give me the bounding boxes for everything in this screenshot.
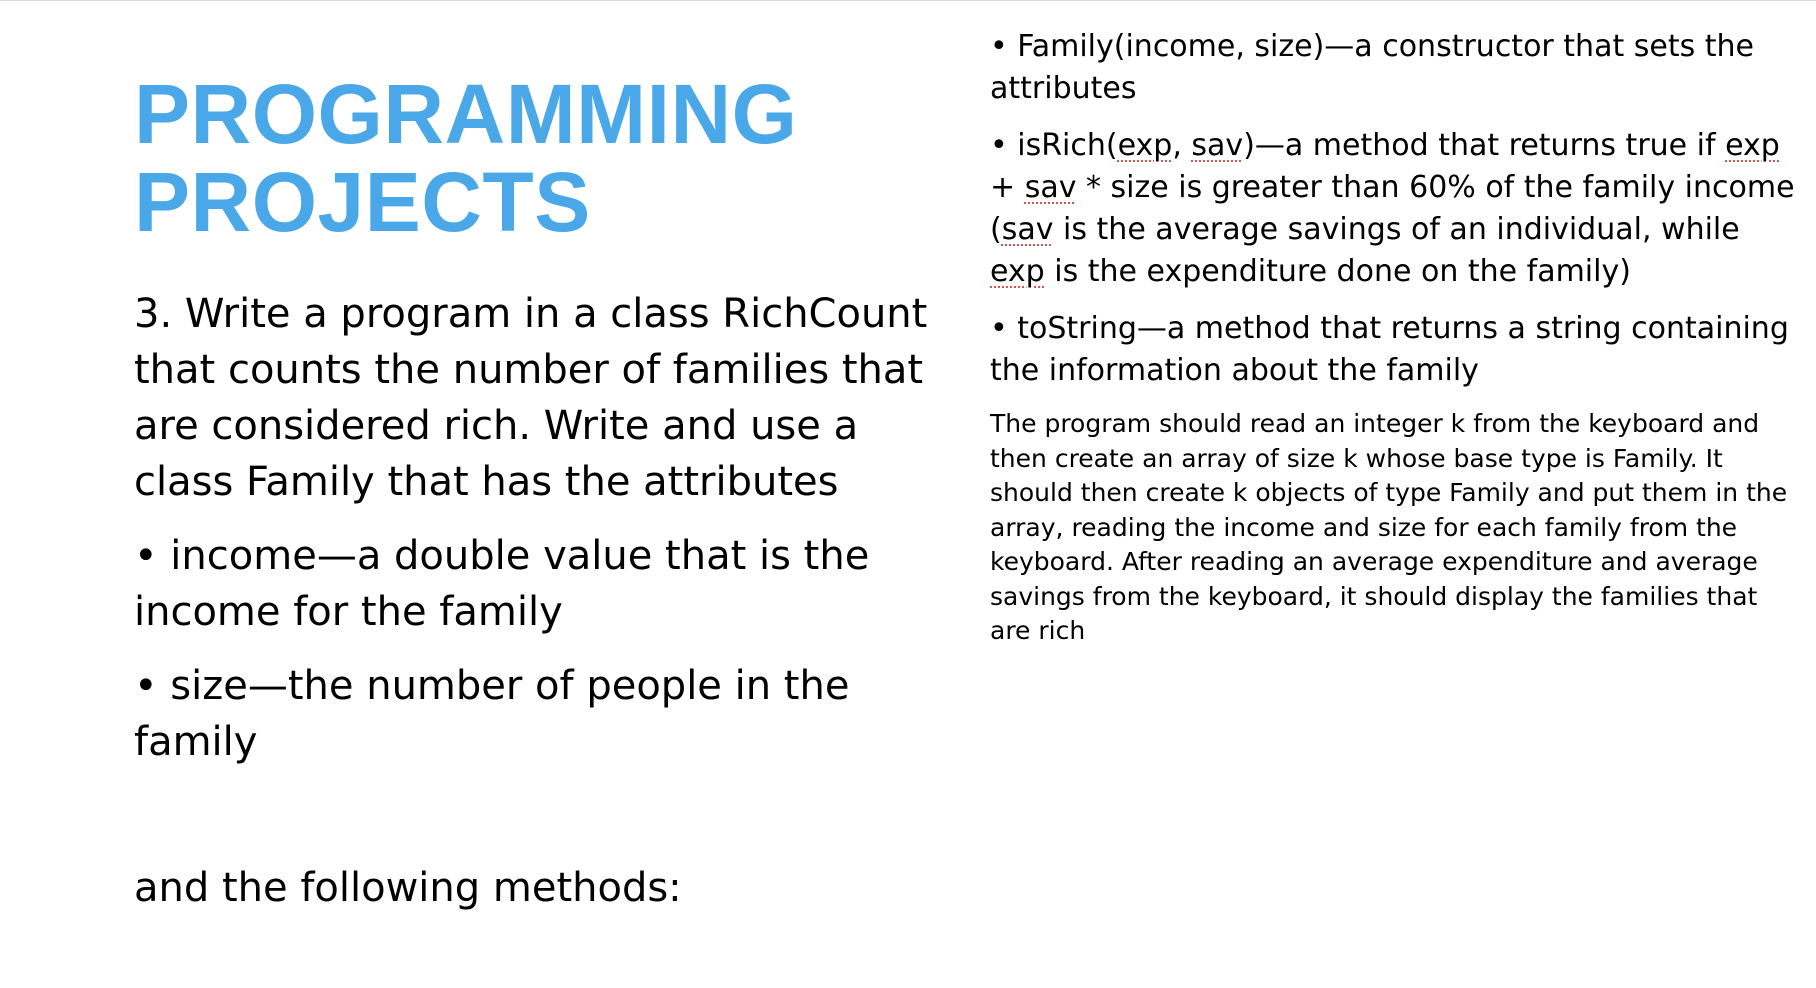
methods-intro: and the following methods: [134,865,682,911]
method-isrich [990,125,1800,293]
isrich-text: )—a method that returns true if [1243,128,1726,163]
isrich-text: * size is greater than 60% of the family income ( [990,170,1795,247]
isrich-text: is the average savings of an individual, while [1053,212,1740,247]
right-column [990,26,1800,649]
top-divider [0,0,1816,1]
attribute-income: • income—a double value that is the income for the family [134,533,870,635]
spellcheck-word: exp [1117,128,1173,163]
spellcheck-word: sav [1001,212,1054,247]
program-description: The program should read an integer k from the keyboard and then create an array of size k whose base type is Family. It should then create k objects of type Family and put them in the array, reading the income and size for each family from the keyboard. After reading an average expenditure and average savings from the keyboard, it should display the families that are rich [990,409,1788,645]
spellcheck-word: exp [1725,128,1780,163]
left-column [134,286,934,788]
method-tostring: • toString—a method that returns a string containing the information about the family [990,311,1789,388]
spellcheck-word: sav [1191,128,1244,163]
attribute-size: • size—the number of people in the family [134,663,850,765]
isrich-text: , [1172,128,1192,163]
slide-title-line-2: PROJECTS [134,155,591,249]
problem-intro: 3. Write a program in a class RichCount that counts the number of families that are considered rich. Write and use a class Family that has the attributes [134,291,928,505]
slide-title [134,67,798,249]
slide-title-line-1: PROGRAMMING [134,67,798,161]
method-constructor: • Family(income, size)—a constructor that sets the attributes [990,29,1755,106]
spellcheck-word: sav [1024,170,1077,205]
spellcheck-word: exp [990,254,1045,289]
isrich-text: • isRich( [990,128,1118,163]
isrich-text: + [990,170,1025,205]
isrich-text: is the expenditure done on the family) [1044,254,1631,289]
